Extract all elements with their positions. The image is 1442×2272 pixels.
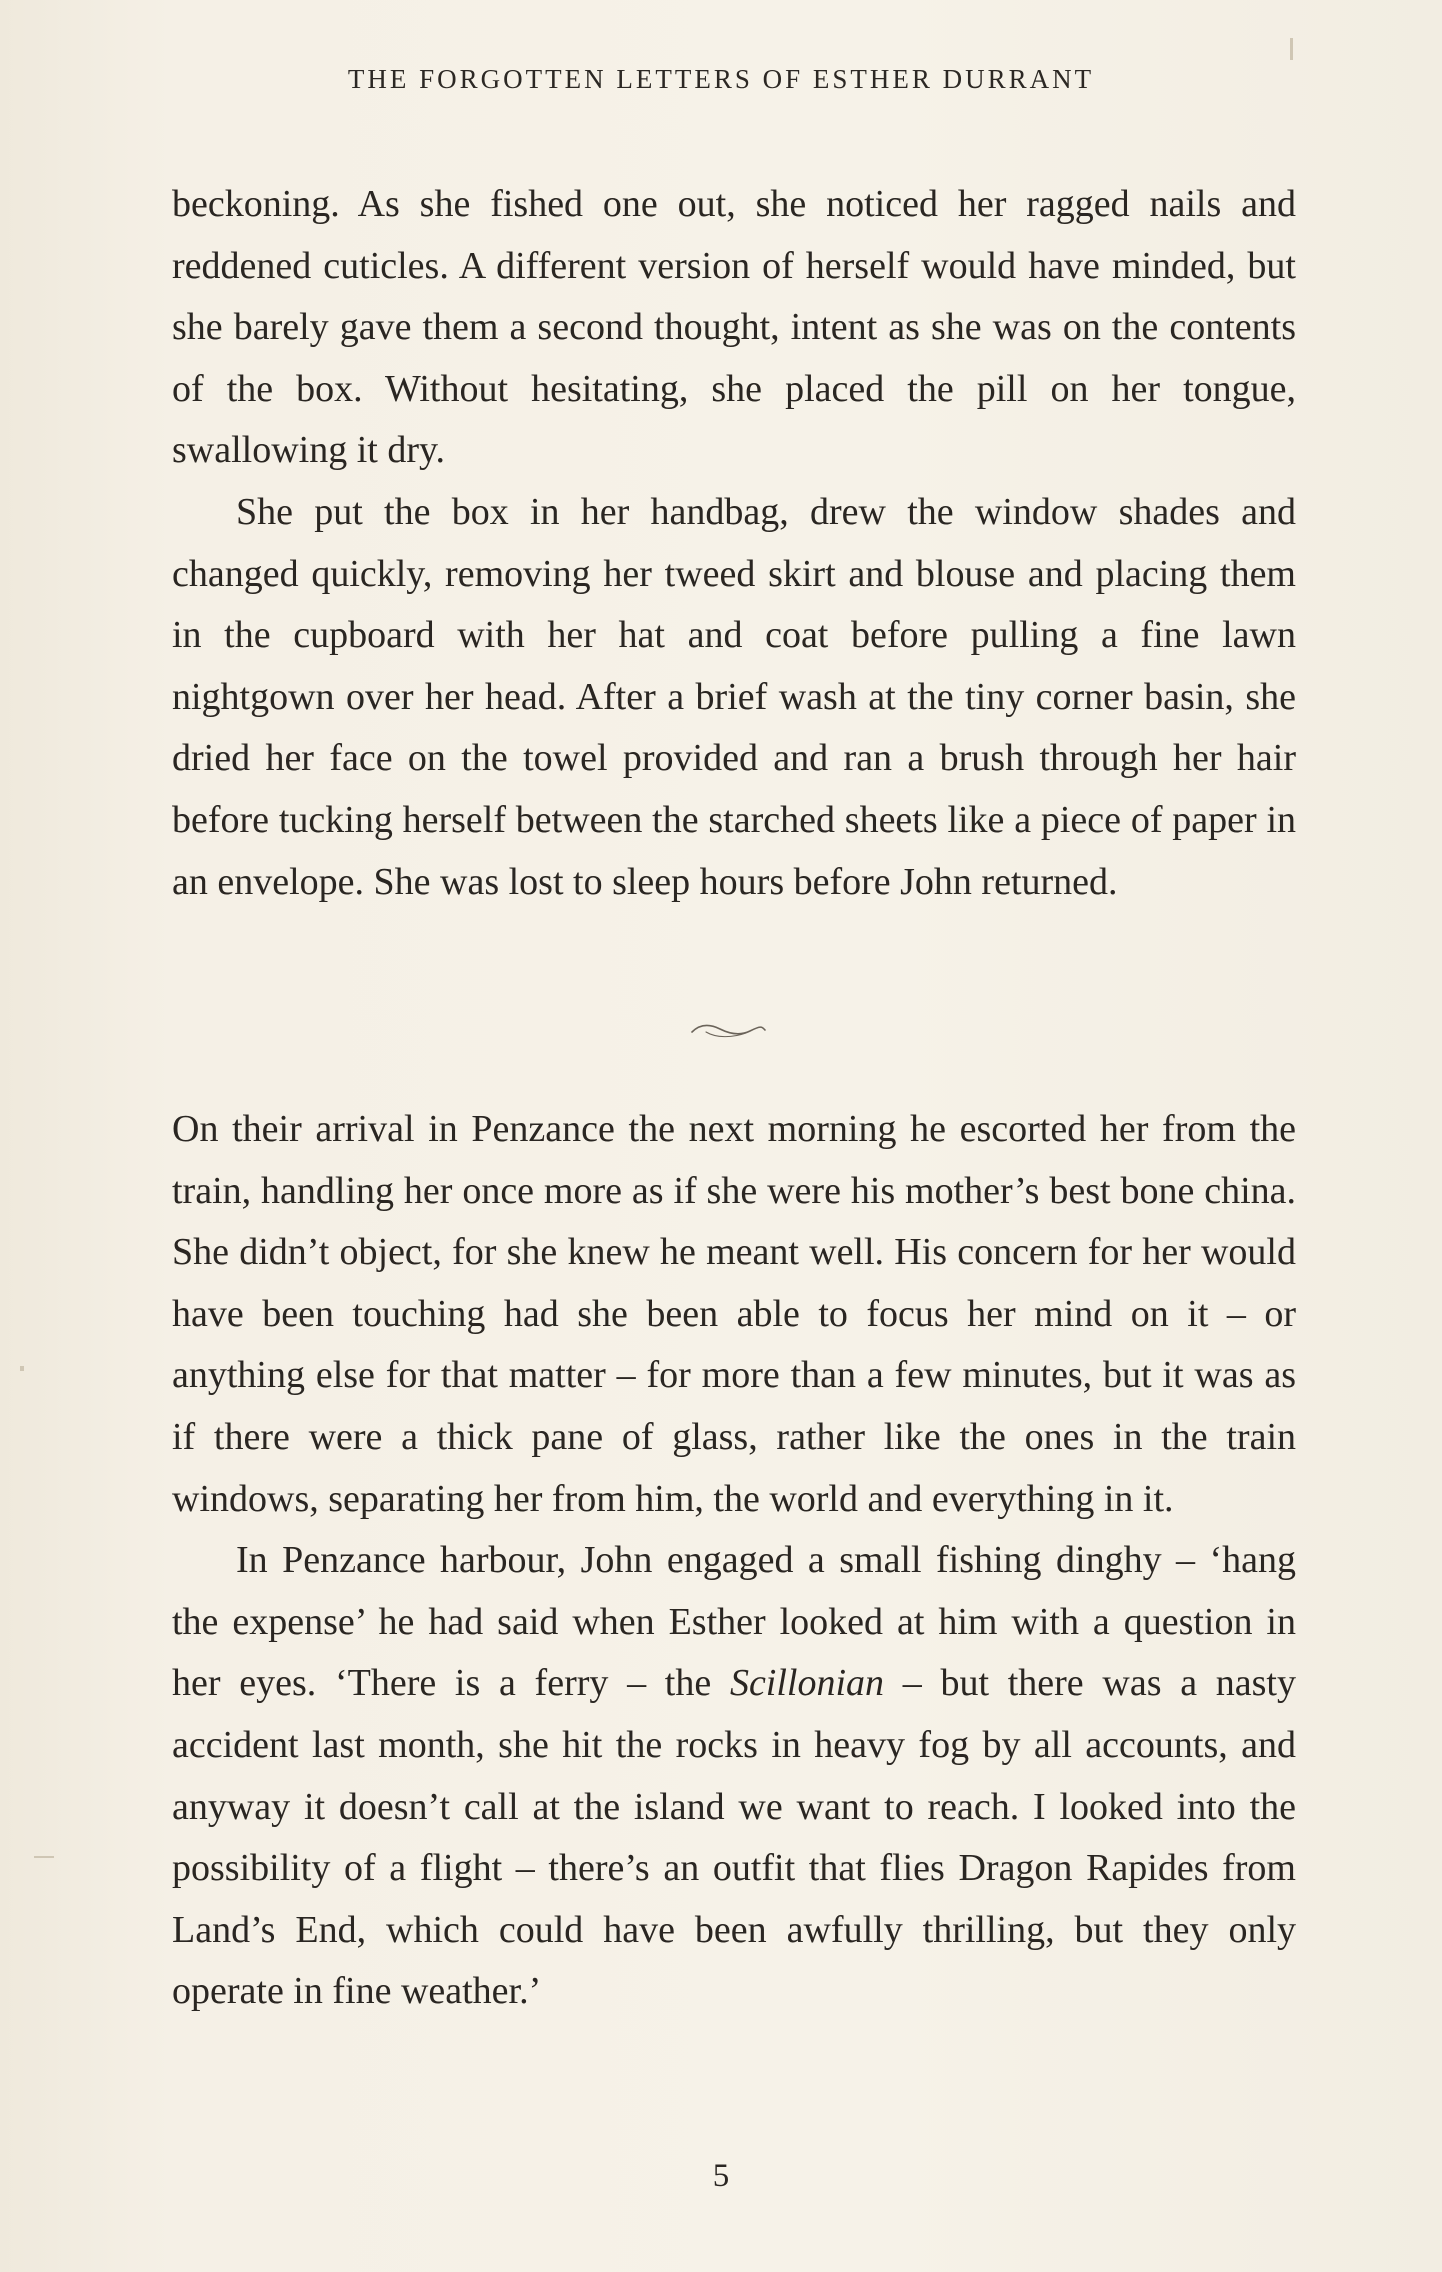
paragraph: On their arrival in Penzance the next morning he escorted her from the train, handling her once more as if she were his mother’s best bone china. She didn’t object, for she knew he meant well. His concern for her would have been touching had she been able to focus her mind on it – or anything else for that matter – for more than a few minutes, but it was as if there were a thick pane of glass, rather like the ones in the train windows, separating her from him, the world and everything in it. [172, 1108, 1296, 1520]
paragraph-text: – but there was a nasty accident last month, she hit the rocks in heavy fog by all accounts, and anyway it doesn’t call at the island we want to reach. I looked into the possibility of a flight – there’s an outfit that flies Dragon Rapides from Land’s End, which could have been awfully thrilling, but they only operate in fine weather.’ [172, 1662, 1296, 2013]
paragraph: She put the box in her handbag, drew the window shades and changed quickly, removing her tweed skirt and blouse and placing them in the cupboard with her hat and coat before pulling a fine lawn nightgown over her head. After a brief wash at the tiny corner basin, she dried her face on the towel provided and ran a brush through her hair before tucking herself between the starched sheets like a piece of paper in an envelope. She was lost to sleep hours before John returned. [172, 490, 1296, 903]
margin-speck [20, 1366, 24, 1371]
paragraph-text: In Penzance harbour, John engaged a small fishing dinghy – ‘hang the expense’ he had said when Esther looked at him with a question in her eyes. ‘There is a ferry – the [172, 1539, 1296, 1705]
text-section-2 [172, 1099, 1296, 2023]
text-section-1 [172, 174, 1296, 913]
margin-speck [34, 1856, 54, 1858]
margin-speck [1290, 38, 1293, 60]
paragraph: beckoning. As she fished one out, she noticed her ragged nails and reddened cuticles. A different version of herself would have minded, but she barely gave them a second thought, intent as she was on the contents of the box. Without hesitating, she placed the pill on her tongue, swallowing it dry. [172, 183, 1296, 472]
ship-name: Scillonian [729, 1662, 885, 1705]
swash-ornament-icon [688, 1018, 768, 1042]
paragraph [172, 1530, 1296, 2023]
running-head: THE FORGOTTEN LETTERS OF ESTHER DURRANT [347, 64, 1095, 94]
page-number: 5 [712, 2158, 730, 2194]
